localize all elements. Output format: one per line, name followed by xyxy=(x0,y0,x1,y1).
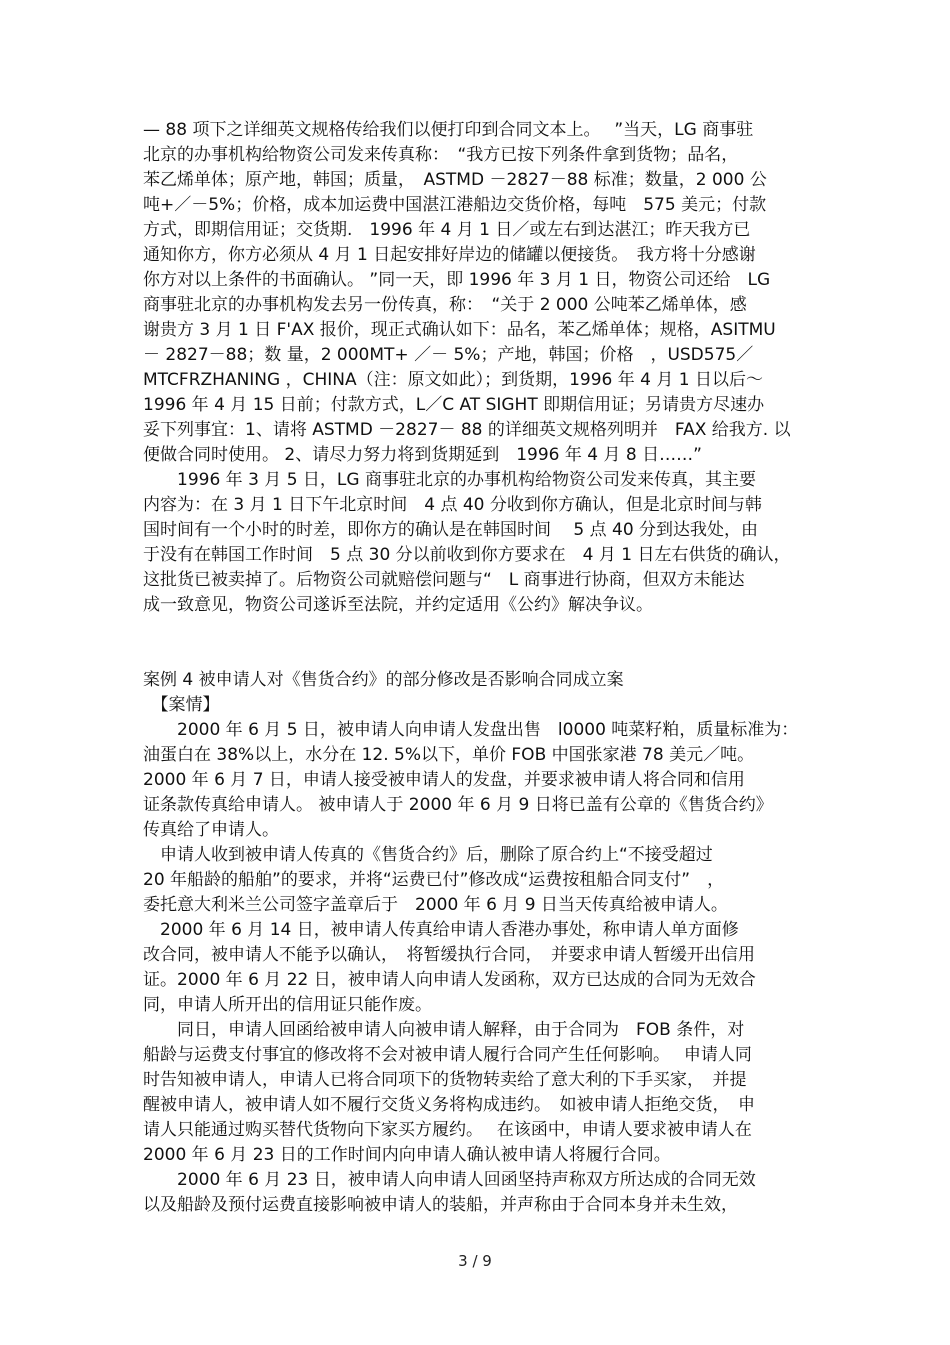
text-line: 吨+／－5%；价格，成本加运费中国湛江港船边交货价格，每吨 575 美元；付款 xyxy=(143,195,767,215)
text-line: 传真给了申请人。 xyxy=(143,820,279,840)
text-line: 内容为：在 3 月 1 日下午北京时间 4 点 40 分收到你方确认，但是北京时间与韩 xyxy=(143,495,762,515)
text-line: MTCFRZHANING ，CHINA（注：原文如此）；到货期，1996 年 4 月 1 日以后～ xyxy=(143,370,764,390)
text-line: 20 年船龄的船舶”的要求，并将“运费已付”修改成“运费按租船合同支付” ， xyxy=(143,870,725,890)
text-line: 于没有在韩国工作时间 5 点 30 分以前收到你方要求在 4 月 1 日左右供货的确认， xyxy=(143,545,791,565)
text-line: 请人只能通过购买替代货物向下家买方履约。 在该函中，申请人要求被申请人在 xyxy=(143,1120,752,1140)
text-line: 2000 年 6 月 14 日，被申请人传真给申请人香港办事处，称申请人单方面修 xyxy=(143,920,739,940)
text-line: 以及船龄及预付运费直接影响被申请人的装船，并声称由于合同本身并未生效， xyxy=(143,1195,738,1215)
text-line: 商事驻北京的办事机构发去另一份传真，称： “关于 2 000 公吨苯乙烯单体，感 xyxy=(143,295,747,315)
text-line: 方式，即期信用证；交货期. 1996 年 4 月 1 日／或左右到达湛江；昨天我方已 xyxy=(143,220,751,240)
text-line: 这批货已被卖掉了。后物资公司就赔偿问题与“ L 商事进行协商，但双方未能达 xyxy=(143,570,745,590)
page-number: 3 / 9 xyxy=(458,1252,492,1270)
case-heading: 案例 4 被申请人对《售货合约》的部分修改是否影响合同成立案 xyxy=(143,670,624,690)
text-line: 时告知被申请人，申请人已将合同项下的货物转卖给了意大利的下手买家， 并提 xyxy=(143,1070,747,1090)
text-line: 同，申请人所开出的信用证只能作废。 xyxy=(143,995,432,1015)
text-line: 2000 年 6 月 23 日，被申请人向申请人回函坚持声称双方所达成的合同无效 xyxy=(143,1170,756,1190)
text-line: 同日，申请人回函给被申请人向被申请人解释，由于合同为 FOB 条件，对 xyxy=(143,1020,745,1040)
text-line: 便做合同时使用。 2、请尽力努力将到货期延到 1996 年 4 月 8 日……” xyxy=(143,445,702,465)
text-line: 2000 年 6 月 7 日，申请人接受被申请人的发盘，并要求被申请人将合同和信用 xyxy=(143,770,745,790)
text-line: 改合同，被申请人不能予以确认， 将暂缓执行合同， 并要求申请人暂缓开出信用 xyxy=(143,945,755,965)
text-line: － 2827－88；数 量，2 000MT+ ／－ 5%；产地，韩国；价格 ，USD575／ xyxy=(143,345,754,365)
text-line: 1996 年 4 月 15 日前；付款方式，L／C AT SIGHT 即期信用证；另请贵方尽速办 xyxy=(143,395,765,415)
text-line: 2000 年 6 月 5 日，被申请人向申请人发盘出售 l0000 吨菜籽粕，质量标准为： xyxy=(143,720,799,740)
text-line: — 88 项下之详细英文规格传给我们以便打印到合同文本上。 ”当天，LG 商事驻 xyxy=(143,120,754,140)
text-line: 申请人收到被申请人传真的《售货合约》后，删除了原合约上“不接受超过 xyxy=(143,845,713,865)
text-line: 证条款传真给申请人。 被申请人于 2000 年 6 月 9 日将已盖有公章的《售货合约》 xyxy=(143,795,773,815)
text-line: 成一致意见，物资公司遂诉至法院，并约定适用《公约》解决争议。 xyxy=(143,595,653,615)
text-line: 苯乙烯单体；原产地，韩国；质量， ASTMD －2827－88 标准；数量，2 000 公 xyxy=(143,170,767,190)
text-line: 谢贵方 3 月 1 日 F'AX 报价，现正式确认如下：品名，苯乙烯单体；规格，ASITMU xyxy=(143,320,776,340)
text-line: 醒被申请人，被申请人如不履行交货义务将构成违约。 如被申请人拒绝交货， 申 xyxy=(143,1095,755,1115)
text-line: 委托意大利米兰公司签字盖章后于 2000 年 6 月 9 日当天传真给被申请人。 xyxy=(143,895,728,915)
text-line: 2000 年 6 月 23 日的工作时间内向申请人确认被申请人将履行合同。 xyxy=(143,1145,671,1165)
text-line: 妥下列事宜：1、请将 ASTMD －2827－ 88 的详细英文规格列明并 FAX 给我方. 以 xyxy=(143,420,791,440)
section-label: 【案情】 xyxy=(143,695,220,715)
text-line: 通知你方，你方必须从 4 月 1 日起安排好岸边的储罐以便接货。 我方将十分感谢 xyxy=(143,245,756,265)
text-line: 船龄与运费支付事宜的修改将不会对被申请人履行合同产生任何影响。 申请人同 xyxy=(143,1045,752,1065)
text-line: 北京的办事机构给物资公司发来传真称： “我方已按下列条件拿到货物；品名， xyxy=(143,145,739,165)
text-line: 证。2000 年 6 月 22 日，被申请人向申请人发函称，双方已达成的合同为无效合 xyxy=(143,970,756,990)
text-line: 国时间有一个小时的时差，即你方的确认是在韩国时间 5 点 40 分到达我处，由 xyxy=(143,520,759,540)
text-line: 油蛋白在 38%以上，水分在 12. 5%以下，单价 FOB 中国张家港 78 美元／吨。 xyxy=(143,745,755,765)
text-line: 你方对以上条件的书面确认。 ”同一天，即 1996 年 3 月 1 日，物资公司还给 LG xyxy=(143,270,771,290)
text-line: 1996 年 3 月 5 日，LG 商事驻北京的办事机构给物资公司发来传真，其主要 xyxy=(143,470,756,490)
